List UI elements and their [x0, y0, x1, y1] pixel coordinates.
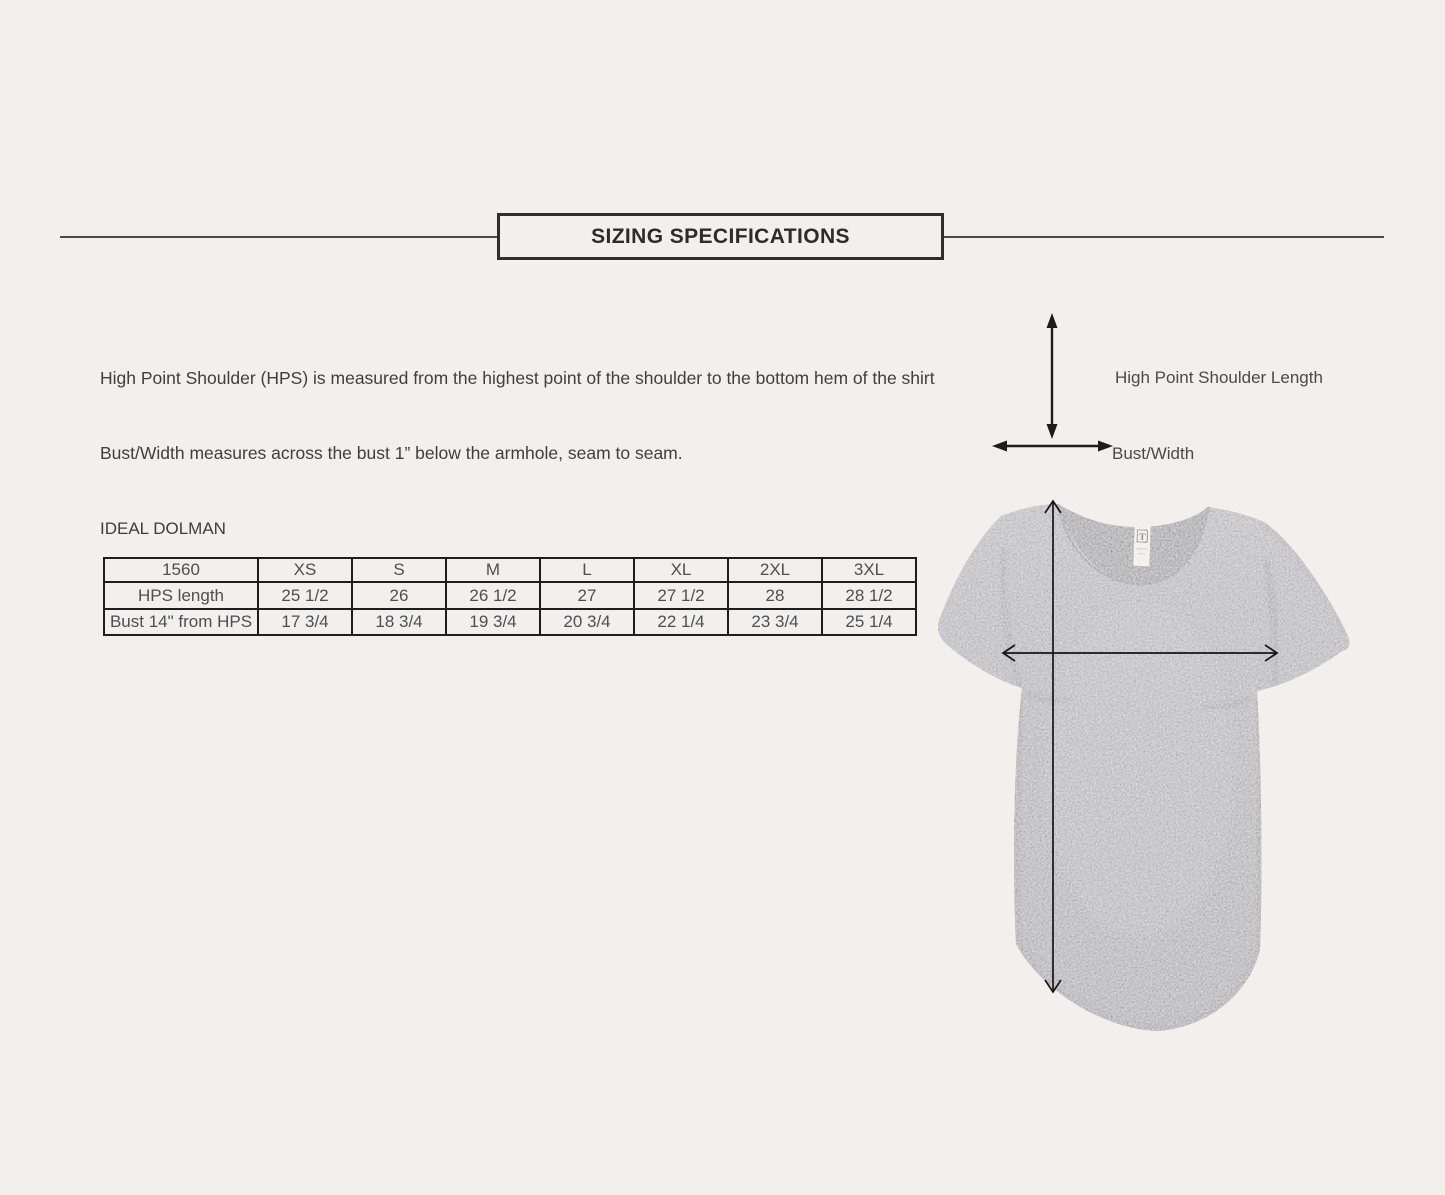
- sizing-table: [103, 557, 917, 636]
- table-cell: 27: [540, 582, 634, 609]
- row-label-cell: Bust 14" from HPS: [104, 609, 258, 635]
- hps-description-text: High Point Shoulder (HPS) is measured from the highest point of the shoulder to the bottom hem of the shirt: [100, 368, 935, 388]
- table-row-hps-length: [104, 582, 916, 609]
- table-row-bust: [104, 609, 916, 635]
- bust-width-legend-arrow: [992, 441, 1113, 452]
- table-cell: 23 3/4: [728, 609, 822, 635]
- table-cell: 25 1/2: [258, 582, 352, 609]
- table-cell: 27 1/2: [634, 582, 728, 609]
- table-cell: 25 1/4: [822, 609, 916, 635]
- table-cell: 19 3/4: [446, 609, 540, 635]
- size-column-header: 2XL: [728, 558, 822, 582]
- hps-length-arrow-label: High Point Shoulder Length: [1115, 368, 1323, 387]
- product-photo-dolman-shirt: [900, 280, 1445, 1070]
- product-name-heading: IDEAL DOLMAN: [100, 519, 226, 538]
- table-cell: 28: [728, 582, 822, 609]
- bust-description-text: Bust/Width measures across the bust 1” below the armhole, seam to seam.: [100, 443, 683, 463]
- neck-label-tag: [1133, 524, 1150, 567]
- size-column-header: M: [446, 558, 540, 582]
- row-label-cell: HPS length: [104, 582, 258, 609]
- table-cell: 18 3/4: [352, 609, 446, 635]
- tag-logo-letter: T: [1138, 531, 1146, 544]
- style-number-header-cell: 1560: [104, 558, 258, 582]
- bust-width-arrow-label: Bust/Width: [1112, 444, 1195, 463]
- section-title-box: [497, 213, 944, 260]
- size-column-header: S: [352, 558, 446, 582]
- table-cell: 26 1/2: [446, 582, 540, 609]
- table-cell: 22 1/4: [634, 609, 728, 635]
- table-cell: 17 3/4: [258, 609, 352, 635]
- table-cell: 26: [352, 582, 446, 609]
- shirt-graphic: [938, 504, 1349, 1031]
- size-column-header: XL: [634, 558, 728, 582]
- table-header-row: [104, 558, 916, 582]
- page-title: SIZING SPECIFICATIONS: [591, 224, 850, 248]
- hps-length-legend-arrow: [1047, 313, 1058, 439]
- table-cell: 28 1/2: [822, 582, 916, 609]
- table-cell: 20 3/4: [540, 609, 634, 635]
- size-column-header: L: [540, 558, 634, 582]
- size-column-header: XS: [258, 558, 352, 582]
- size-column-header: 3XL: [822, 558, 916, 582]
